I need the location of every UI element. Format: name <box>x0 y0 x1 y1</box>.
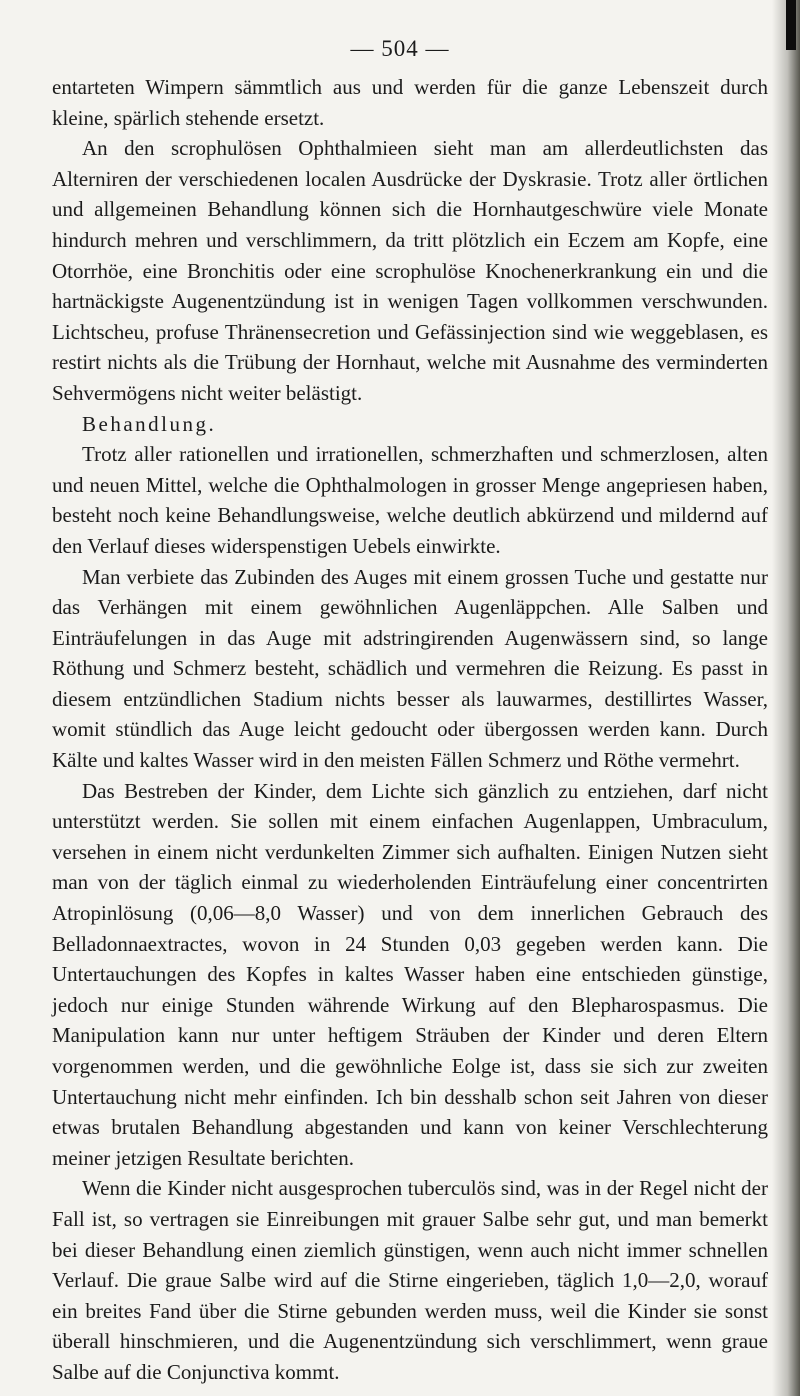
page-number: — 504 — <box>350 36 450 61</box>
page-edge-shadow <box>772 0 800 1396</box>
paragraph-continuation: entarteten Wimpern sämmtlich aus und werden für die ganze Lebenszeit durch kleine, spärlich stehende ersetzt. <box>52 75 768 130</box>
paragraph-light-avoidance: Das Bestreben der Kinder, dem Lichte sich gänzlich zu entziehen, darf nicht unterstützt werden. Sie sollen mit einem einfachen Augenlappen, Umbraculum, versehen in einem nicht verdunkelten Zimmer sich aufhalten. Einigen Nutzen sieht man von der täglich einmal zu wiederholenden Einträufelung einer concentrirten Atropinlösung (0,06—8,0 Wasser) und von dem innerlichen Gebrauch des Belladonnaextractes, wovon in 24 Stunden 0,03 gegeben werden kann. Die Untertauchungen des Kopfes in kaltes Wasser haben eine entschieden günstige, jedoch nur einige Stunden währende Wirkung auf den Blepharospasmus. Die Manipulation kann nur unter heftigem Sträuben der Kinder und deren Eltern vorgenommen werden, und die gewöhnliche Eolge ist, dass sie sich zur zweiten Untertauchung nicht mehr einfinden. Ich bin desshalb schon seit Jahren von dieser etwas brutalen Behandlung abgestanden und kann von keiner Verschlechterung meiner jetzigen Resultate berichten. <box>52 778 768 1170</box>
paragraph-treatment-intro: Trotz aller rationellen und irrationellen, schmerzhaften und schmerzlosen, alten und neuen Mittel, welche die Ophthalmologen in grosser Menge angepriesen haben, besteht noch keine Behandlungsweise, welche deutlich abkürzend und mildernd auf den Verlauf dieses widerspenstigen Uebels einwirkte. <box>52 442 768 558</box>
section-heading: Behandlung. <box>82 411 217 436</box>
paragraph-grey-ointment: Wenn die Kinder nicht ausgesprochen tuberculös sind, was in der Regel nicht der Fall ist, so vertragen sie Einreibungen mit grauer Salbe sehr gut, und man bemerkt bei dieser Behandlung einen ziemlich günstigen, wenn auch nicht immer schnellen Verlauf. Die graue Salbe wird auf die Stirne eingerieben, täglich 1,0—2,0, worauf ein breites Fand über die Stirne gebunden werden muss, weil die Kinder sie sonst überall hinschmieren, und die Augenentzündung sich verschlimmert, wenn graue Salbe auf die Conjunctiva kommt. <box>52 1176 768 1384</box>
paragraph-bandaging: Man verbiete das Zubinden des Auges mit einem grossen Tuche und gestatte nur das Verhängen mit einem gewöhnlichen Augenläppchen. Alle Salben und Einträufelungen in das Auge mit adstringirenden Augenwässern sind, so lange Röthung und Schmerz besteht, schädlich und vermehren die Reizung. Es passt in diesem entzündlichen Stadium nichts besser als lauwarmes, destillirtes Wasser, womit stündlich das Auge leicht gedoucht oder übergossen werden kann. Durch Kälte und kaltes Wasser wird in den meisten Fällen Schmerz und Röthe vermehrt. <box>52 564 768 773</box>
body-text <box>52 72 768 1388</box>
paragraph-scrophulous-ophthalmia: An den scrophulösen Ophthalmieen sieht man am allerdeutlichsten das Alterniren der verschiedenen localen Ausdrücke der Dyskrasie. Trotz aller örtlichen und allgemeinen Behandlung können sich die Hornhautgeschwüre viele Monate hindurch mehren und verschlimmern, da tritt plötzlich ein Eczem am Kopfe, eine Otorrhöe, eine Bronchitis oder eine scrophulöse Knochenerkrankung ein und die hartnäckigste Augenentzündung ist in wenigen Tagen vollkommen verschwunden. Lichtscheu, profuse Thränensecretion und Gefässinjection sind wie weggeblasen, es restirt nichts als die Trübung der Hornhaut, welche mit Ausnahme des verminderten Sehvermögens nicht weiter belästigt. <box>52 136 768 405</box>
